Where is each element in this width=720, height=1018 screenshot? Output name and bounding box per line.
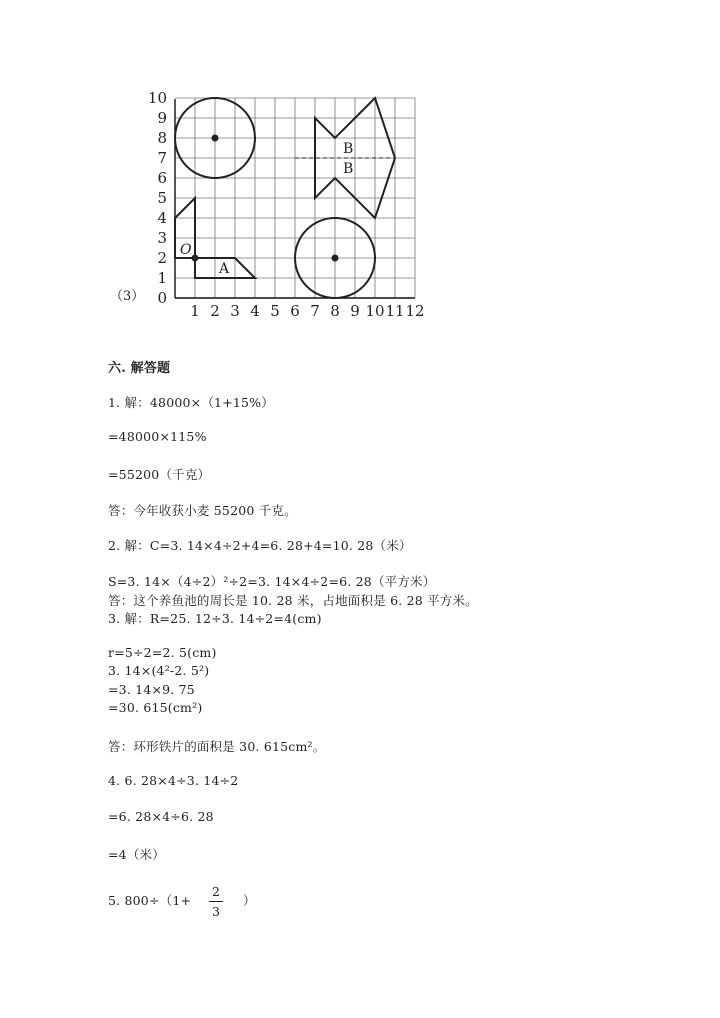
line-11: =3. 14×9. 75 xyxy=(108,682,195,697)
x-tick-label: 2 xyxy=(210,302,220,320)
x-tick-label: 10 xyxy=(365,302,385,320)
y-tick-label: 1 xyxy=(157,269,167,287)
line-13: 答：环形铁片的面积是 30. 615cm²。 xyxy=(108,739,326,754)
y-tick-label: 9 xyxy=(157,109,167,127)
y-tick-label: 4 xyxy=(157,209,167,227)
x-tick-label: 12 xyxy=(405,302,425,320)
x-tick-label: 11 xyxy=(385,302,405,320)
fraction-denominator: 3 xyxy=(212,904,220,919)
y-tick-label: 0 xyxy=(157,289,167,307)
line-14: 4. 6. 28×4÷3. 14÷2 xyxy=(108,773,239,788)
line-12: =30. 615(cm²) xyxy=(108,700,203,715)
y-tick-label: 5 xyxy=(157,189,167,207)
grid-figure xyxy=(0,0,720,340)
shape-b-bottom-label: B xyxy=(343,161,354,177)
line-10: 3. 14×(4²-2. 5²) xyxy=(108,663,210,678)
line-3: =55200（千克） xyxy=(108,467,211,482)
line-15: =6. 28×4÷6. 28 xyxy=(108,809,214,824)
y-tick-label: 2 xyxy=(157,249,167,267)
line-4: 答：今年收获小麦 55200 千克。 xyxy=(108,503,297,518)
fraction-bar xyxy=(209,901,223,902)
x-tick-label: 8 xyxy=(330,302,340,320)
x-tick-label: 6 xyxy=(290,302,300,320)
shape-b-top-label: B xyxy=(343,141,354,157)
section-title: 六. 解答题 xyxy=(108,361,171,376)
shape-a-label: A xyxy=(219,261,230,277)
line-9: r=5÷2=2. 5(cm) xyxy=(108,645,217,660)
line-16: =4（米） xyxy=(108,847,165,862)
fraction-two-thirds xyxy=(209,884,223,919)
line-7: 答：这个养鱼池的周长是 10. 28 米，占地面积是 6. 28 平方米。 xyxy=(108,593,478,608)
point-o-label: O xyxy=(180,242,192,258)
y-tick-label: 6 xyxy=(157,169,167,187)
y-tick-label: 3 xyxy=(157,229,167,247)
y-tick-label: 7 xyxy=(157,149,167,167)
x-tick-label: 1 xyxy=(190,302,200,320)
y-tick-label: 10 xyxy=(147,89,167,107)
line-6: S=3. 14×（4÷2）²÷2=3. 14×4÷2=6. 28（平方米） xyxy=(108,574,436,589)
line-5: 2. 解：C=3. 14×4÷2+4=6. 28+4=10. 28（米） xyxy=(108,538,412,553)
fraction-numerator: 2 xyxy=(212,884,220,899)
figure-label: （3） xyxy=(110,289,145,304)
circle-top-left-center xyxy=(213,136,218,141)
circle-bottom-right-center xyxy=(333,256,338,261)
line-1: 1. 解：48000×（1+15%） xyxy=(108,395,274,410)
line-17: 5. 800÷（1+ xyxy=(108,893,192,908)
line-2: =48000×115% xyxy=(108,429,207,444)
point-o xyxy=(193,256,198,261)
x-tick-label: 5 xyxy=(270,302,280,320)
x-tick-label: 9 xyxy=(350,302,360,320)
line-8: 3. 解：R=25. 12÷3. 14÷2=4(cm) xyxy=(108,611,322,626)
x-tick-label: 4 xyxy=(250,302,260,320)
y-tick-label: 8 xyxy=(157,129,167,147)
line-18: ） xyxy=(243,893,256,908)
x-tick-label: 7 xyxy=(310,302,320,320)
x-tick-label: 3 xyxy=(230,302,240,320)
